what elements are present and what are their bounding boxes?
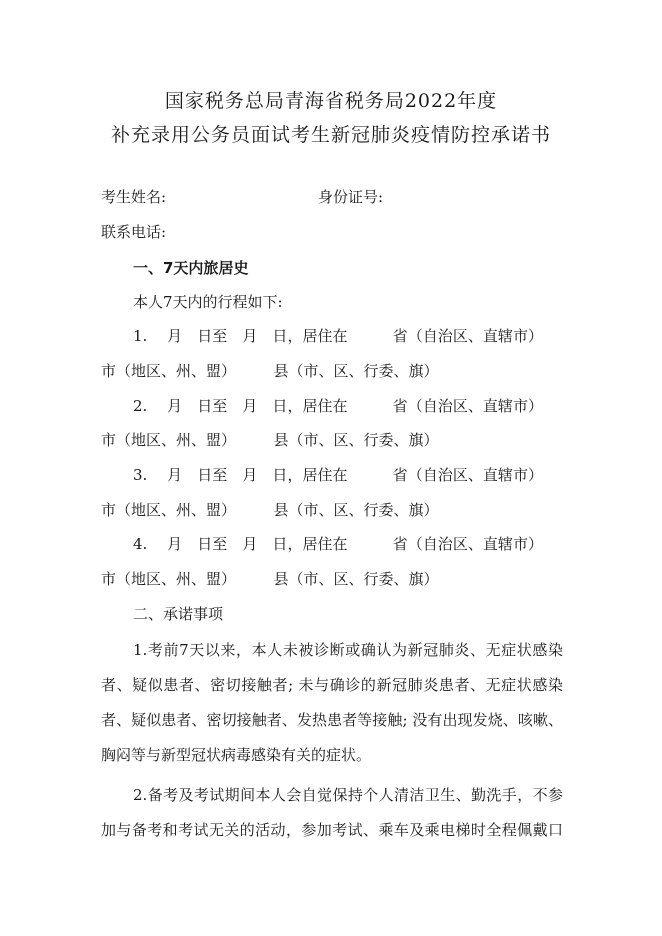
itinerary-item-2-line-1: 2. 月 日至 月 日，居住在 省（自治区、直辖市）: [133, 397, 543, 415]
phone-label: 联系电话:: [101, 223, 167, 241]
commitment-1-line-1: 1.考前7天以来，本人未被诊断或确认为新冠肺炎、无症状感染: [133, 641, 563, 659]
itinerary-item-3-line-2: 市（地区、州、盟） 县（市、区、行委、旗）: [101, 501, 439, 519]
itinerary-item-4-line-1: 4. 月 日至 月 日，居住在 省（自治区、直辖市）: [133, 535, 543, 553]
section-1-heading: 一、7天内旅居史: [133, 259, 249, 277]
commitment-2-line-1: 2.备考及考试期间本人会自觉保持个人清洁卫生、勤洗手，不参: [133, 786, 563, 804]
commitment-1-line-4: 胸闷等与新型冠状病毒感染有关的症状。: [101, 746, 372, 764]
section-2-heading: 二、承诺事项: [133, 605, 224, 623]
itinerary-intro: 本人7天内的行程如下:: [133, 293, 283, 311]
document-title-line-1: 国家税务总局青海省税务局2022年度: [164, 90, 498, 112]
itinerary-item-2-line-2: 市（地区、州、盟） 县（市、区、行委、旗）: [101, 431, 439, 449]
itinerary-item-4-line-2: 市（地区、州、盟） 县（市、区、行委、旗）: [101, 570, 439, 588]
commitment-1-line-2: 者、疑似患者、密切接触者; 未与确诊的新冠肺炎患者、无症状感染: [101, 676, 563, 694]
name-label: 考生姓名:: [101, 188, 167, 206]
commitment-2-line-2: 加与备考和考试无关的活动，参加考试、乘车及乘电梯时全程佩戴口: [101, 821, 563, 839]
itinerary-item-1-line-2: 市（地区、州、盟） 县（市、区、行委、旗）: [101, 362, 439, 380]
itinerary-item-3-line-1: 3. 月 日至 月 日，居住在 省（自治区、直辖市）: [133, 466, 543, 484]
document-title-line-2: 补充录用公务员面试考生新冠肺炎疫情防控承诺书: [110, 124, 551, 146]
commitment-1-line-3: 者、疑似患者、密切接触者、发热患者等接触; 没有出现发烧、咳嗽、: [101, 711, 563, 729]
itinerary-item-1-line-1: 1. 月 日至 月 日，居住在 省（自治区、直辖市）: [133, 327, 543, 345]
id-number-label: 身份证号:: [318, 188, 384, 206]
